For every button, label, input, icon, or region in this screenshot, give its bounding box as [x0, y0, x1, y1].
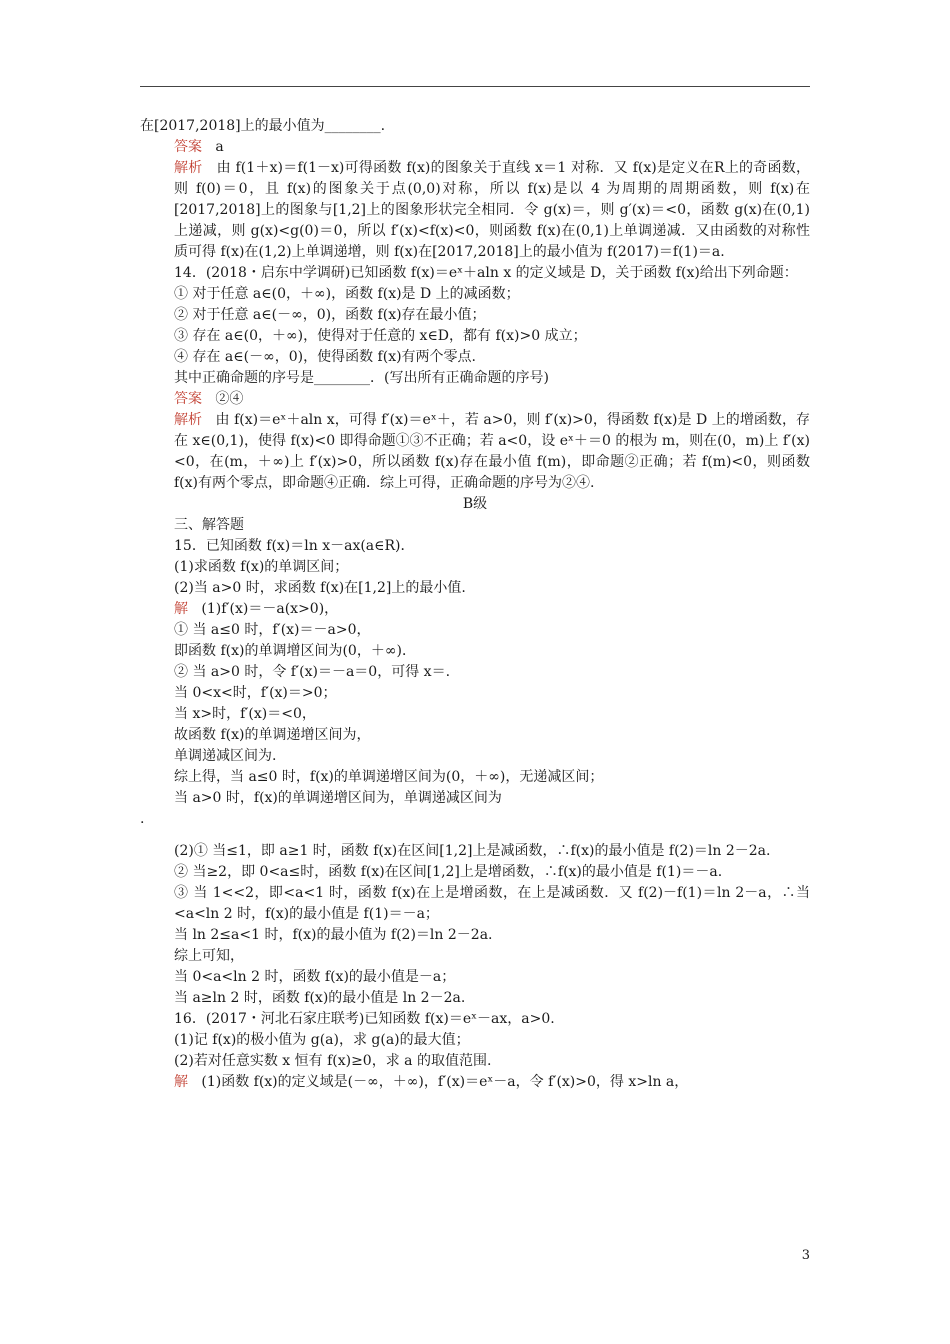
question-stem: 14．(2018・启东中学调研)已知函数 f(x)＝eˣ＋aln x 的定义域是 D，关于函数 f(x)给出下列命题： [174, 265, 798, 281]
solution-label: 解 [174, 1074, 188, 1090]
analysis-paragraph [140, 410, 810, 494]
solution-line: 即函数 f(x)的单调增区间为(0，＋∞)． [174, 643, 416, 659]
answer-label: 答案 [174, 139, 202, 155]
proposition: ④ 存在 a∈(－∞，0)，使得函数 f(x)有两个零点. [174, 349, 477, 365]
analysis-text: 由 f(x)＝eˣ＋aln x，可得 f′(x)＝eˣ＋，若 a>0，则 f′(x)>0，得函数 f(x)是 D 上的增函数，存在 x∈(0,1)，使得 f(x)<0 即得命题①③不正确；若 a<0，设 eˣ＋＝0 的根为 m，则在(0，m)上 f′(x)<0，在(m，＋∞)上 f′(x)>0，所以函数 f(x)存在最小值 f(m)，即命题②正确；若 f(m)<0，则函数 f(x)有两个零点，即命题④正确．综上可得，正确命题的序号为②④. [174, 412, 810, 491]
solution-text: (1)f′(x)＝－a(x>0)， [201, 601, 339, 617]
solution-line: 单调递减区间为. [174, 748, 277, 764]
question-prompt: 其中正确命题的序号是________．(写出所有正确命题的序号) [174, 370, 549, 386]
solution-line: 故函数 f(x)的单调递增区间为， [174, 727, 371, 743]
analysis-text: 由 f(1＋x)＝f(1－x)可得函数 f(x)的图象关于直线 x＝1 对称．又 f(x)是定义在R上的奇函数，则 f(0)＝0，且 f(x)的图象关于点(0,0)对称，所以 f(x)是以 4 为周期的周期函数，则 f(x)在[2017,2018]上的图象与[1,2]上的图象形状完全相同．令 g(x)＝，则 g′(x)＝<0，函数 g(x)在(0,1)上递减，则 g(x)<g(0)＝0，所以 f′(x)<f(x)<0，则函数 f(x)在(0,1)上单调递减．又由函数的对称性质可得 f(x)在(1,2)上单调递增，则 f(x)在[2017,2018]上的最小值为 f(2017)＝f(1)＝a. [174, 160, 810, 260]
solution-label: 解 [174, 601, 188, 617]
analysis-label: 解析 [174, 412, 203, 428]
proposition: ③ 存在 a∈(0，＋∞)，使得对于任意的 x∈D，都有 f(x)>0 成立； [174, 328, 587, 344]
analysis-label: 解析 [174, 160, 203, 176]
solution-line: 综上可知， [174, 948, 244, 964]
solution-line [140, 1072, 810, 1093]
sub-question: (1)求函数 f(x)的单调区间； [174, 559, 349, 575]
answer-line [140, 137, 810, 158]
answer-line [140, 389, 810, 410]
analysis-paragraph [140, 158, 810, 263]
solution-line: 当 x>时，f′(x)＝<0， [174, 706, 316, 722]
sub-question: (2)若对任意实数 x 恒有 f(x)≥0，求 a 的取值范围. [174, 1053, 492, 1069]
solution-text: (1)函数 f(x)的定义域是(－∞，＋∞)，f′(x)＝eˣ－a，令 f′(x)>0，得 x>ln a， [201, 1074, 689, 1090]
sub-question: (1)记 f(x)的极小值为 g(a)，求 g(a)的最大值； [174, 1032, 470, 1048]
solution-paragraph: ③ 当 1<<2，即<a<1 时，函数 f(x)在上是增函数，在上是减函数．又 f(2)－f(1)＝ln 2－a，∴当<a<ln 2 时，f(x)的最小值是 f(1)＝－a； [174, 885, 810, 922]
solution-line: 当 0<x<时，f′(x)＝>0； [174, 685, 337, 701]
proposition: ① 对于任意 a∈(0，＋∞)，函数 f(x)是 D 上的减函数； [174, 286, 520, 302]
section-heading: 三、解答题 [174, 517, 244, 533]
answer-text: ②④ [215, 391, 244, 407]
proposition: ② 对于任意 a∈(－∞，0)，函数 f(x)存在最小值； [174, 307, 486, 323]
solution-line: 当 ln 2≤a<1 时，f(x)的最小值为 f(2)＝ln 2－2a. [174, 927, 493, 943]
solution-paragraph: ② 当≥2，即 0<a≤时，函数 f(x)在区间[1,2]上是增函数，∴f(x)的最小值是 f(1)＝－a. [174, 864, 723, 880]
question-stem: 16．(2017・河北石家庄联考)已知函数 f(x)＝eˣ－ax，a>0. [174, 1011, 555, 1027]
sub-question: (2)当 a>0 时，求函数 f(x)在[1,2]上的最小值. [174, 580, 466, 596]
question-stem: 15．已知函数 f(x)＝ln x－ax(a∈R)． [174, 538, 415, 554]
solution-line: 当 0<a<ln 2 时，函数 f(x)的最小值是－a； [174, 969, 456, 985]
page-number: 3 [801, 1248, 810, 1263]
solution-paragraph: (2)① 当≤1，即 a≥1 时，函数 f(x)在区间[1,2]上是减函数，∴f(x)的最小值是 f(2)＝ln 2－2a. [174, 843, 771, 859]
solution-line: 当 a>0 时，f(x)的单调递增区间为，单调递减区间为 [174, 790, 502, 806]
solution-line: ② 当 a>0 时，令 f′(x)＝－a＝0，可得 x＝. [174, 664, 451, 680]
solution-line: . [140, 811, 145, 827]
text-line: 在[2017,2018]上的最小值为________. [140, 118, 386, 134]
answer-text: a [215, 139, 224, 155]
solution-line [140, 599, 810, 620]
header-rule [140, 86, 810, 87]
level-heading: B级 [462, 496, 488, 512]
solution-line: ① 当 a≤0 时，f′(x)＝－a>0， [174, 622, 371, 638]
answer-label: 答案 [174, 391, 202, 407]
solution-line: 综上得，当 a≤0 时，f(x)的单调递增区间为(0，＋∞)，无递减区间； [174, 769, 604, 785]
solution-line: 当 a≥ln 2 时，函数 f(x)的最小值是 ln 2－2a. [174, 990, 466, 1006]
document-body [140, 116, 810, 1093]
